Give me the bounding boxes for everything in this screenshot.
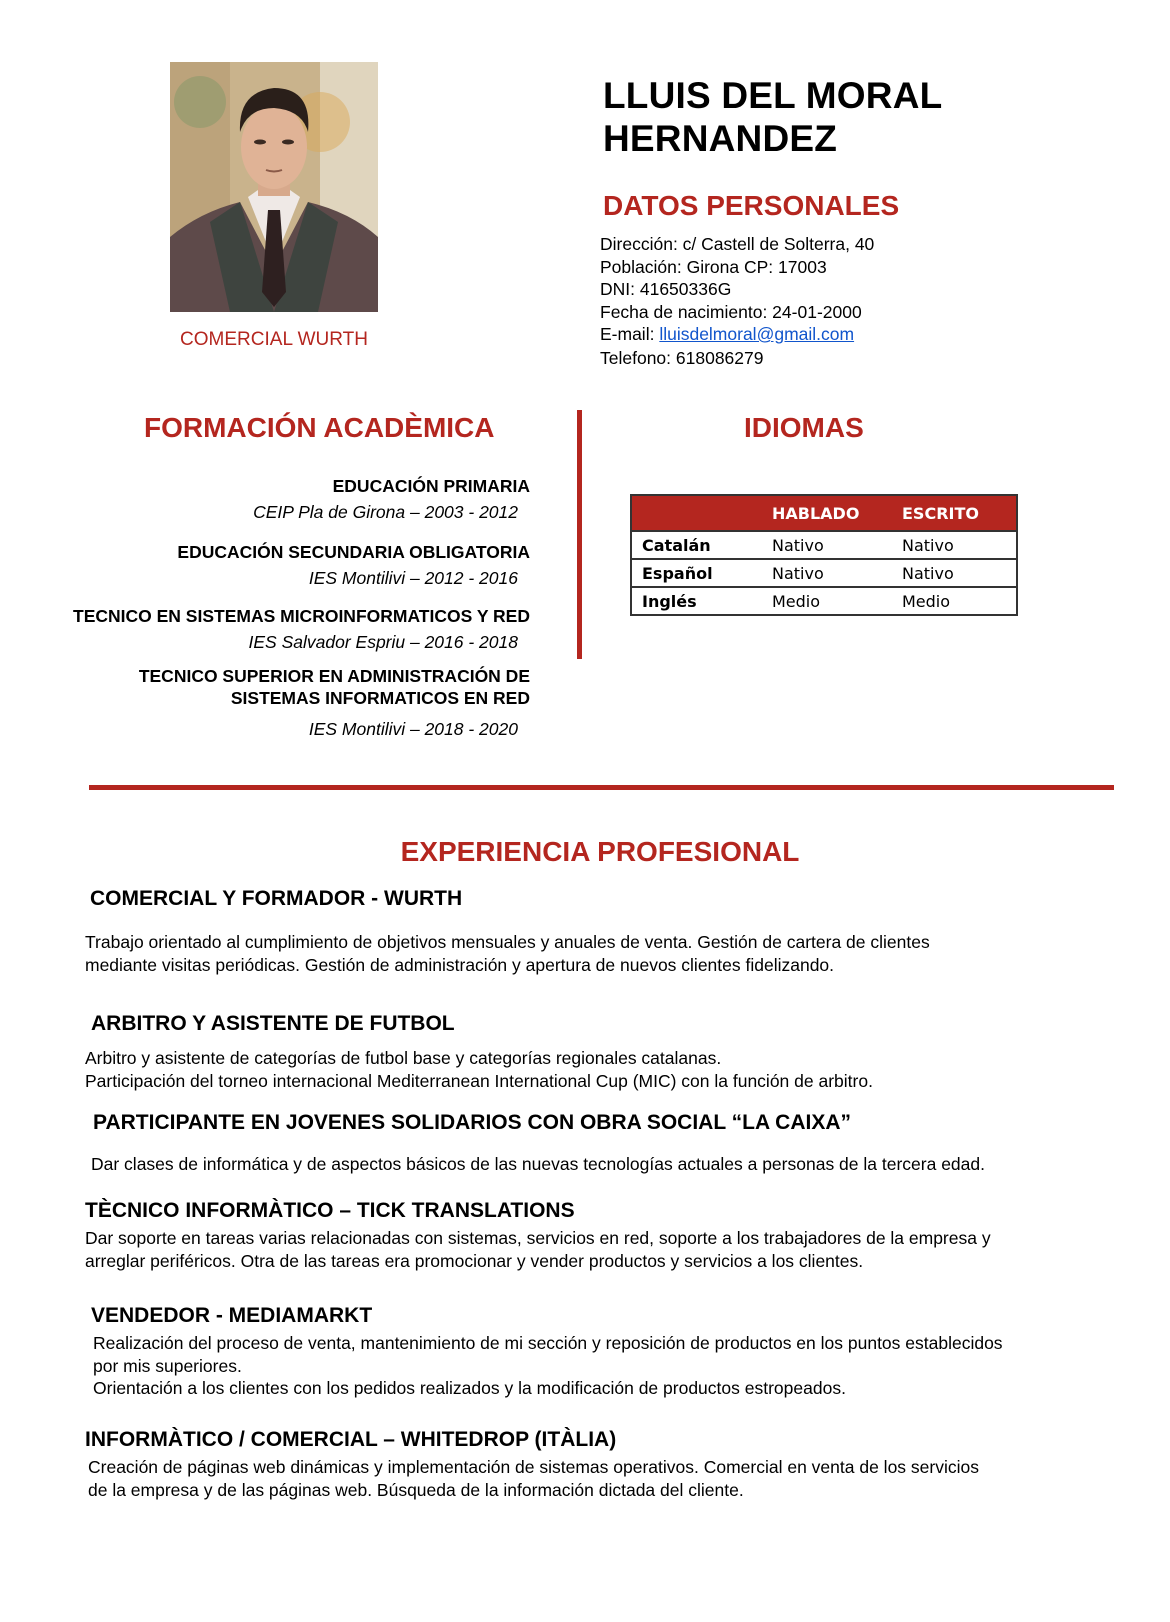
- phone: Telefono: 618086279: [600, 347, 764, 368]
- candidate-name: [603, 74, 1143, 160]
- job-title: INFORMÀTICO / COMERCIAL – WHITEDROP (ITÀLIA): [85, 1428, 617, 1451]
- education-item: [139, 665, 530, 740]
- job-title: VENDEDOR - MEDIAMARKT: [91, 1304, 373, 1327]
- education-item-school: IES Salvador Espriu – 2016 - 2018: [248, 632, 518, 652]
- education-item-title: EDUCACIÓN PRIMARIA: [332, 476, 530, 496]
- job-description-line: por mis superiores.: [93, 1355, 242, 1376]
- language-spoken: Nativo: [762, 559, 892, 587]
- language-written: Nativo: [892, 559, 1017, 587]
- personal-data-title: DATOS PERSONALES: [603, 190, 900, 221]
- job-description-line: Orientación a los clientes con los pedidos realizados y la modificación de productos estropeados.: [93, 1378, 846, 1398]
- education-item-title: TECNICO EN SISTEMAS MICROINFORMATICOS Y RED: [73, 606, 530, 626]
- language-name: Catalán: [631, 531, 762, 559]
- job-description-line: mediante visitas periódicas. Gestión de administración y apertura de nuevos clientes fidelizando.: [85, 954, 835, 975]
- job-description: [88, 1456, 979, 1501]
- job-title: TÈCNICO INFORMÀTICO – TICK TRANSLATIONS: [85, 1199, 575, 1222]
- languages-table: [630, 494, 1018, 616]
- language-spoken: Nativo: [762, 531, 892, 559]
- address: Dirección: c/ Castell de Solterra, 40: [600, 234, 875, 254]
- dni: DNI: 41650336G: [600, 279, 732, 299]
- education-item: [73, 605, 530, 653]
- job-description-line: Dar clases de informática y de aspectos básicos de las nuevas tecnologías actuales a personas de la tercera edad.: [91, 1154, 985, 1174]
- job-description-line: Dar soporte en tareas varias relacionadas con sistemas, servicios en red, soporte a los trabajadores de la empresa y: [85, 1228, 991, 1248]
- photo-caption: COMERCIAL WURTH: [180, 329, 368, 350]
- education-item-school: IES Montilivi – 2018 - 2020: [308, 719, 518, 739]
- language-written: Medio: [892, 587, 1017, 615]
- job-title: COMERCIAL Y FORMADOR - WURTH: [90, 887, 463, 910]
- language-name: Inglés: [631, 587, 762, 615]
- job-description-line: Arbitro y asistente de categorías de futbol base y categorías regionales catalanas.: [85, 1048, 722, 1068]
- profile-photo: [170, 62, 378, 312]
- job-description-line: Trabajo orientado al cumplimiento de objetivos mensuales y anuales de venta. Gestión de cartera de clientes: [85, 932, 930, 952]
- vertical-divider: [577, 410, 582, 659]
- email-link[interactable]: lluisdelmoral@gmail.com: [659, 324, 855, 344]
- experience-title: EXPERIENCIA PROFESIONAL: [400, 836, 800, 867]
- job-description-line: arreglar periféricos. Otra de las tareas era promocionar y vender productos y servicios a los clientes.: [85, 1250, 864, 1271]
- email-row: [600, 323, 874, 346]
- name-line-1: LLUIS DEL MORAL: [603, 75, 943, 116]
- job-description: [93, 1332, 1003, 1400]
- job-title: ARBITRO Y ASISTENTE DE FUTBOL: [91, 1012, 455, 1035]
- job-description: [91, 1153, 985, 1176]
- language-row: [631, 531, 1017, 559]
- job-description: [85, 931, 930, 976]
- name-line-2: HERNANDEZ: [603, 118, 838, 159]
- job-description-line: de la empresa y de las páginas web. Búsqueda de la información dictada del cliente.: [88, 1479, 744, 1500]
- header-written: ESCRITO: [892, 495, 1017, 531]
- job-description: [85, 1047, 873, 1092]
- education-item-school: IES Montilivi – 2012 - 2016: [308, 568, 518, 588]
- birth-date: Fecha de nacimiento: 24-01-2000: [600, 301, 862, 322]
- job-title: PARTICIPANTE EN JOVENES SOLIDARIOS CON OBRA SOCIAL “LA CAIXA”: [93, 1111, 852, 1134]
- education-title: FORMACIÓN ACADÈMICA: [144, 412, 495, 443]
- education-item-school: CEIP Pla de Girona – 2003 - 2012: [253, 502, 518, 522]
- city: Población: Girona CP: 17003: [600, 256, 827, 277]
- language-spoken: Medio: [762, 587, 892, 615]
- job-description-line: Creación de páginas web dinámicas y implementación de sistemas operativos. Comercial en venta de los servicios: [88, 1457, 979, 1477]
- languages-title: IDIOMAS: [744, 412, 864, 443]
- language-written: Nativo: [892, 531, 1017, 559]
- languages-header-row: [631, 495, 1017, 531]
- job-description: [85, 1227, 991, 1272]
- language-row: [631, 587, 1017, 615]
- portrait-image: [170, 62, 378, 312]
- language-name: Español: [631, 559, 762, 587]
- header-language: [631, 495, 762, 531]
- horizontal-divider: [89, 785, 1114, 790]
- education-item-title: EDUCACIÓN SECUNDARIA OBLIGATORIA: [177, 542, 530, 562]
- header-spoken: HABLADO: [762, 495, 892, 531]
- education-item-title-line-2: SISTEMAS INFORMATICOS EN RED: [230, 688, 530, 708]
- email-label: E-mail:: [600, 324, 660, 344]
- job-description-line: Realización del proceso de venta, mantenimiento de mi sección y reposición de productos en los puntos establecidos: [93, 1333, 1003, 1353]
- education-item: [253, 475, 530, 523]
- education-item-title: TECNICO SUPERIOR EN ADMINISTRACIÓN DE: [138, 666, 530, 686]
- language-row: [631, 559, 1017, 587]
- personal-data: [600, 233, 874, 369]
- education-item: [177, 541, 530, 589]
- job-description-line: Participación del torneo internacional Mediterranean International Cup (MIC) con la función de arbitro.: [85, 1070, 873, 1091]
